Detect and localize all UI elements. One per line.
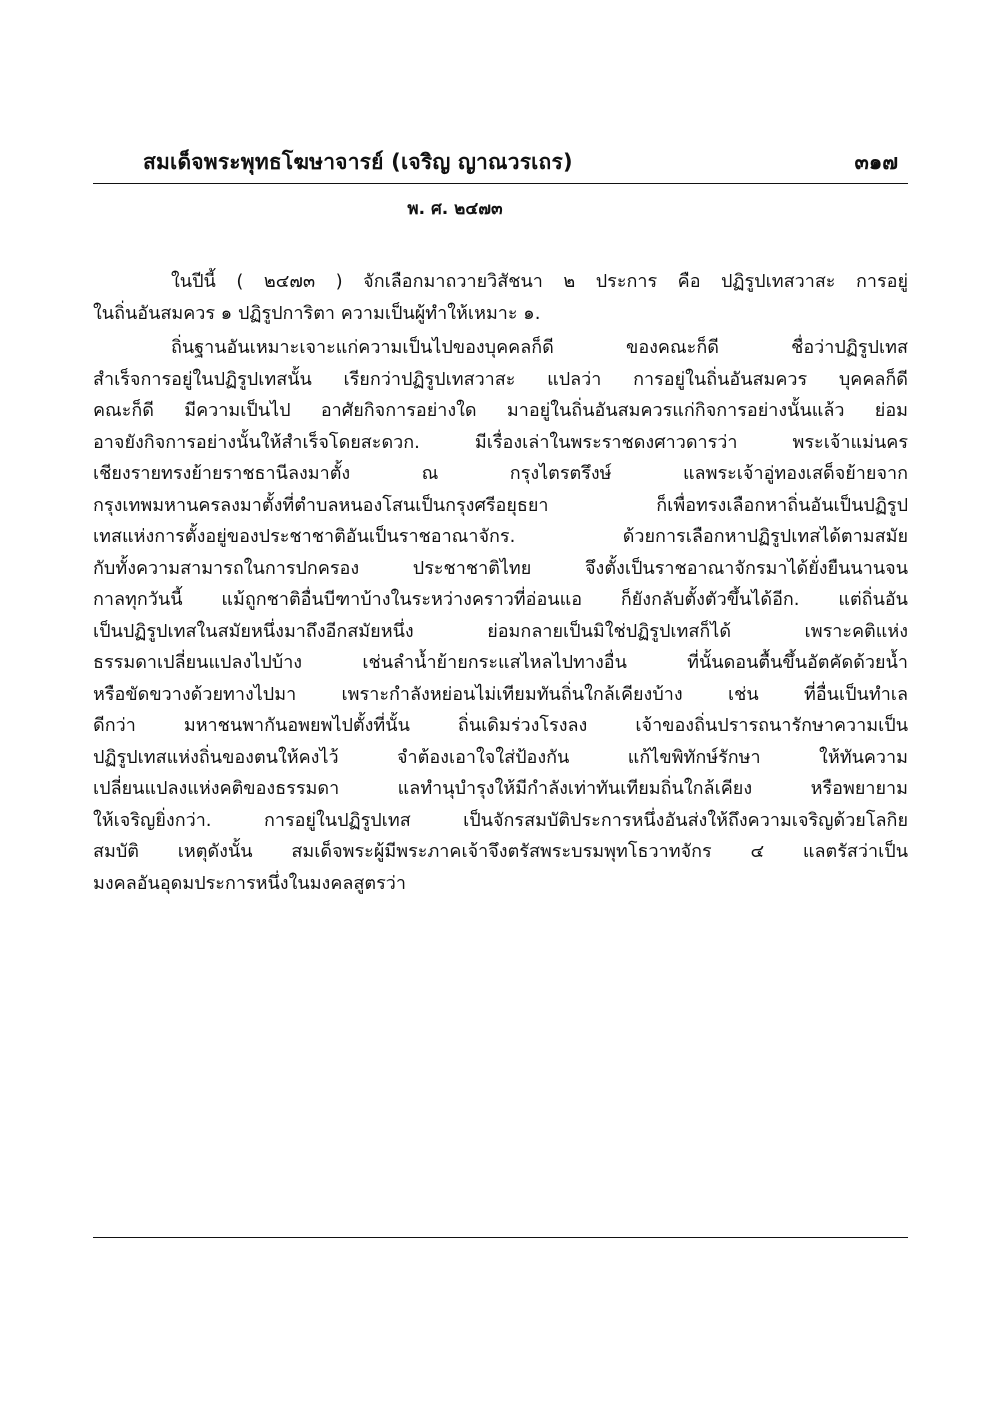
- running-header: [93, 146, 908, 180]
- text-line: กับทั้งความสามารถในการปกครอง ประชาชาติไทย จึงตั้งเป็นราชอาณาจักรมาได้ยั่งยืนนานจน: [93, 557, 908, 579]
- year-heading-text: พ. ศ. ๒๔๗๓: [407, 199, 503, 219]
- text-line: มงคลอันอุดมประการหนึ่งในมงคลสูตรว่า: [93, 872, 406, 894]
- text-line: ในถิ่นอันสมควร ๑ ปฏิรูปการิตา ความเป็นผู้ทำให้เหมาะ ๑.: [93, 302, 541, 324]
- text-line: ให้เจริญยิ่งกว่า. การอยู่ในปฏิรูปเทส เป็นจักรสมบัติประการหนึ่งอันส่งให้ถึงความเจริญด้วยโลกิย: [93, 809, 908, 831]
- footer-rule: [93, 1237, 908, 1238]
- text-line: ในปีนี้ ( ๒๔๗๓ ) จักเลือกมาถวายวิสัชนา ๒ ประการ คือ ปฏิรูปเทสวาสะ การอยู่: [171, 271, 908, 292]
- text-line: กาลทุกวันนี้ แม้ถูกชาติอื่นบีฑาบ้างในระหว่างคราวที่อ่อนแอ ก็ยังกลับตั้งตัวขึ้นได้อีก. แต่ถิ่นอัน: [93, 589, 908, 610]
- header-title: สมเด็จพระพุทธโฆษาจารย์ (เจริญ ญาณวรเถร): [143, 150, 573, 174]
- text-line: ปฏิรูปเทสแห่งถิ่นของตนให้คงไว้ จำต้องเอาใจใส่ป้องกัน แก้ไขพิทักษ์รักษา ให้ทันความ: [93, 746, 908, 768]
- year-heading: [0, 195, 1000, 222]
- body-text: [93, 266, 908, 899]
- text-line: คณะก็ดี มีความเป็นไป อาศัยกิจการอย่างใด มาอยู่ในถิ่นอันสมควรแก่กิจการอย่างนั้นแล้ว ย่อม: [93, 400, 908, 421]
- text-line: อาจยังกิจการอย่างนั้นให้สำเร็จโดยสะดวก. มีเรื่องเล่าในพระราชดงศาวดารว่า พระเจ้าแม่นคร: [93, 431, 908, 453]
- header-rule: [93, 183, 908, 184]
- text-line: สมบัติ เหตุดังนั้น สมเด็จพระผู้มีพระภาคเจ้าจึงตรัสพระบรมพุทโธวาทจักร ๔ แลตรัสว่าเป็น: [93, 841, 908, 862]
- text-line: ธรรมดาเปลี่ยนแปลงไปบ้าง เช่นลำน้ำย้ายกระแสไหลไปทางอื่น ที่นั้นดอนตื้นขึ้นอัตคัดด้วยน้ำ: [93, 652, 908, 673]
- page-number: ๓๑๗: [854, 150, 898, 174]
- text-line: เปลี่ยนแปลงแห่งคติของธรรมดา แลทำนุบำรุงให้มีกำลังเท่าทันเทียมถิ่นใกล้เคียง หรือพยายาม: [93, 778, 908, 799]
- text-line: เชียงรายทรงย้ายราชธานีลงมาตั้ง ณ กรุงไตรตรึงษ์ แลพระเจ้าอู่ทองเสด็จย้ายจาก: [93, 463, 908, 484]
- text-line: ดีกว่า มหาชนพากันอพยพไปตั้งที่นั้น ถิ่นเดิมร่วงโรงลง เจ้าของถิ่นปรารถนารักษาความเป็น: [93, 715, 908, 736]
- text-line: กรุงเทพมหานครลงมาตั้งที่ตำบลหนองโสนเป็นกรุงศรีอยุธยา ก็เพื่อทรงเลือกหาถิ่นอันเป็นปฏิรูป: [93, 494, 908, 516]
- text-line: เป็นปฏิรูปเทสในสมัยหนึ่งมาถึงอีกสมัยหนึ่ง ย่อมกลายเป็นมิใช่ปฏิรูปเทสก็ได้ เพราะคติแห่ง: [93, 620, 908, 642]
- text-line: ถิ่นฐานอันเหมาะเจาะแก่ความเป็นไปของบุคคลก็ดี ของคณะก็ดี ชื่อว่าปฏิรูปเทส: [171, 337, 908, 358]
- text-line: เทสแห่งการตั้งอยู่ของประชาชาติอันเป็นราชอาณาจักร. ด้วยการเลือกหาปฏิรูปเทสได้ตามสมัย: [93, 526, 908, 547]
- text-line: สำเร็จการอยู่ในปฏิรูปเทสนั้น เรียกว่าปฏิรูปเทสวาสะ แปลว่า การอยู่ในถิ่นอันสมควร บุคคลก็ดี: [93, 368, 908, 390]
- text-line: หรือขัดขวางด้วยทางไปมา เพราะกำลังหย่อนไม่เทียมทันถิ่นใกล้เคียงบ้าง เช่น ที่อื่นเป็นทำเล: [93, 683, 908, 705]
